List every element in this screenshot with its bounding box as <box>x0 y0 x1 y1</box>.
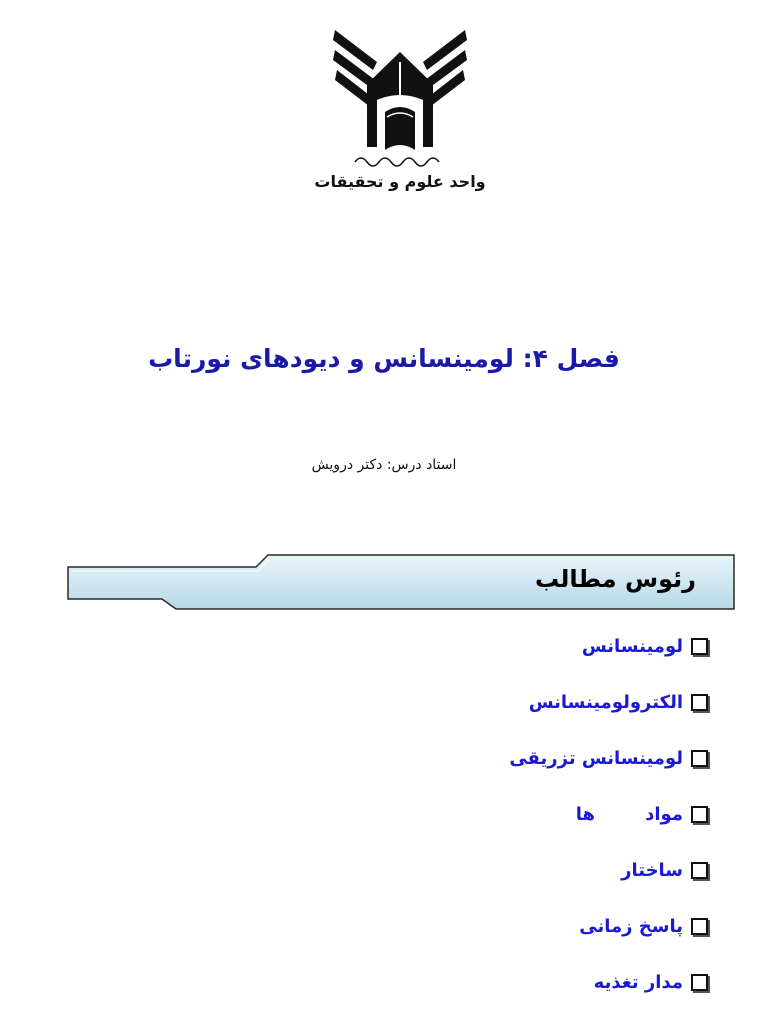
checkbox-bullet-icon <box>691 806 708 823</box>
checkbox-bullet-icon <box>691 974 708 991</box>
outline-item <box>308 674 708 730</box>
chapter-title: فصل ۴: لومینسانس و دیودهای نورتاب <box>148 344 620 373</box>
instructor-line: استاد درس: دکتر درویش <box>311 457 457 473</box>
outline-list <box>308 618 708 1010</box>
checkbox-bullet-icon <box>691 694 708 711</box>
outline-item <box>308 786 708 842</box>
logo-caption: واحد علوم و تحقیقات <box>314 172 486 191</box>
outline-item <box>308 618 708 674</box>
outline-item-label: مواد ها <box>575 803 683 825</box>
outline-banner <box>66 553 736 613</box>
checkbox-bullet-icon <box>691 862 708 879</box>
outline-item-label: ساختار <box>621 859 683 881</box>
checkbox-bullet-icon <box>691 638 708 655</box>
checkbox-bullet-icon <box>691 750 708 767</box>
outline-item-label: مدار تغذیه <box>593 971 683 993</box>
outline-item <box>308 730 708 786</box>
outline-item-label: الکترولومینسانس <box>528 691 683 713</box>
checkbox-bullet-icon <box>691 918 708 935</box>
outline-item-label: پاسخ زمانی <box>579 915 683 937</box>
outline-item <box>308 898 708 954</box>
outline-item-label: لومینسانس <box>581 635 683 657</box>
outline-item-label: لومینسانس تزریقی <box>509 747 683 769</box>
outline-heading: رئوس مطالب <box>534 565 696 593</box>
outline-item <box>308 842 708 898</box>
outline-item <box>308 954 708 1010</box>
